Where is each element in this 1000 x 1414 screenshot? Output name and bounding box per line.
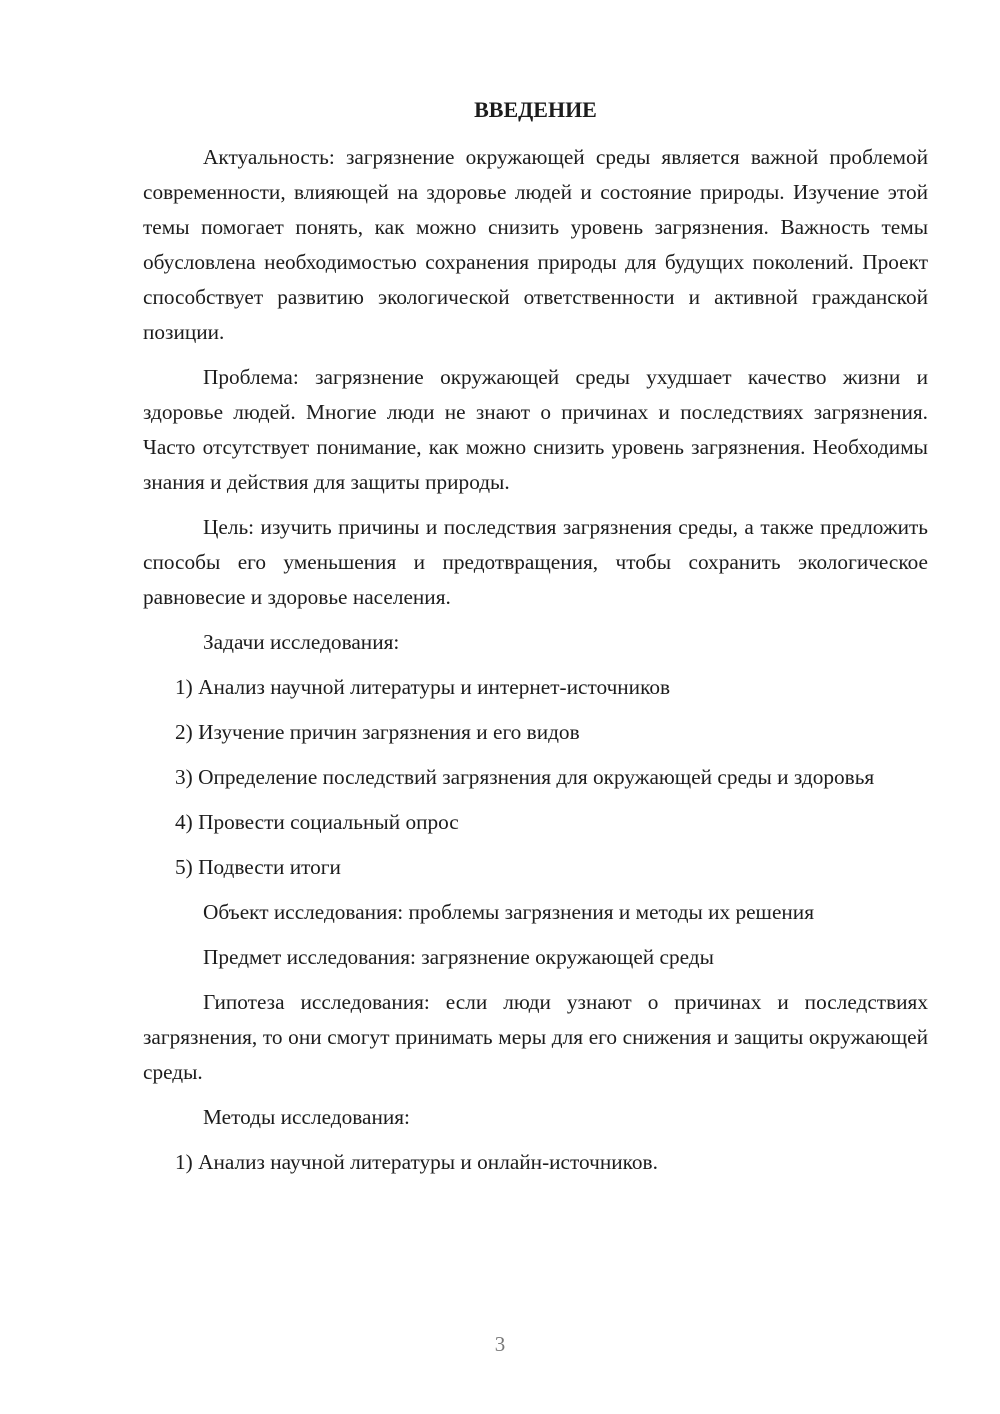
task-item: 3) Определение последствий загрязнения для окружающей среды и здоровья	[175, 765, 875, 789]
section-heading: ВВЕДЕНИЕ	[474, 97, 597, 122]
goal-paragraph: Цель: изучить причины и последствия загрязнения среды, а также предложить способы его уменьшения и предотвращения, чтобы сохранить экологическое равновесие и здоровье населения.	[143, 515, 928, 609]
page-number: 3	[494, 1332, 506, 1356]
hypothesis-paragraph: Гипотеза исследования: если люди узнают о причинах и последствиях загрязнения, то они смогут принимать меры для его снижения и защиты окружающей среды.	[143, 990, 928, 1084]
methods-title: Методы исследования:	[203, 1105, 410, 1129]
task-item: 1) Анализ научной литературы и интернет-источников	[175, 675, 671, 699]
tasks-title: Задачи исследования:	[203, 630, 400, 654]
object-line: Объект исследования: проблемы загрязнения и методы их решения	[203, 900, 814, 924]
relevance-paragraph: Актуальность: загрязнение окружающей среды является важной проблемой современности, влияющей на здоровье людей и состояние природы. Изучение этой темы помогает понять, как можно снизить уровень загрязнения. Важность темы обусловлена необходимостью сохранения природы для будущих поколений. Проект способствует развитию экологической ответственности и активной гражданской позиции.	[143, 145, 928, 344]
problem-paragraph: Проблема: загрязнение окружающей среды ухудшает качество жизни и здоровье людей. Многие люди не знают о причинах и последствиях загрязнения. Часто отсутствует понимание, как можно снизить уровень загрязнения. Необходимы знания и действия для защиты природы.	[143, 365, 928, 494]
subject-line: Предмет исследования: загрязнение окружающей среды	[203, 945, 714, 969]
document-page	[143, 92, 928, 1190]
task-item: 5) Подвести итоги	[175, 855, 341, 879]
task-item: 4) Провести социальный опрос	[175, 810, 459, 834]
method-item: 1) Анализ научной литературы и онлайн-источников.	[175, 1150, 658, 1174]
task-item: 2) Изучение причин загрязнения и его видов	[175, 720, 580, 744]
